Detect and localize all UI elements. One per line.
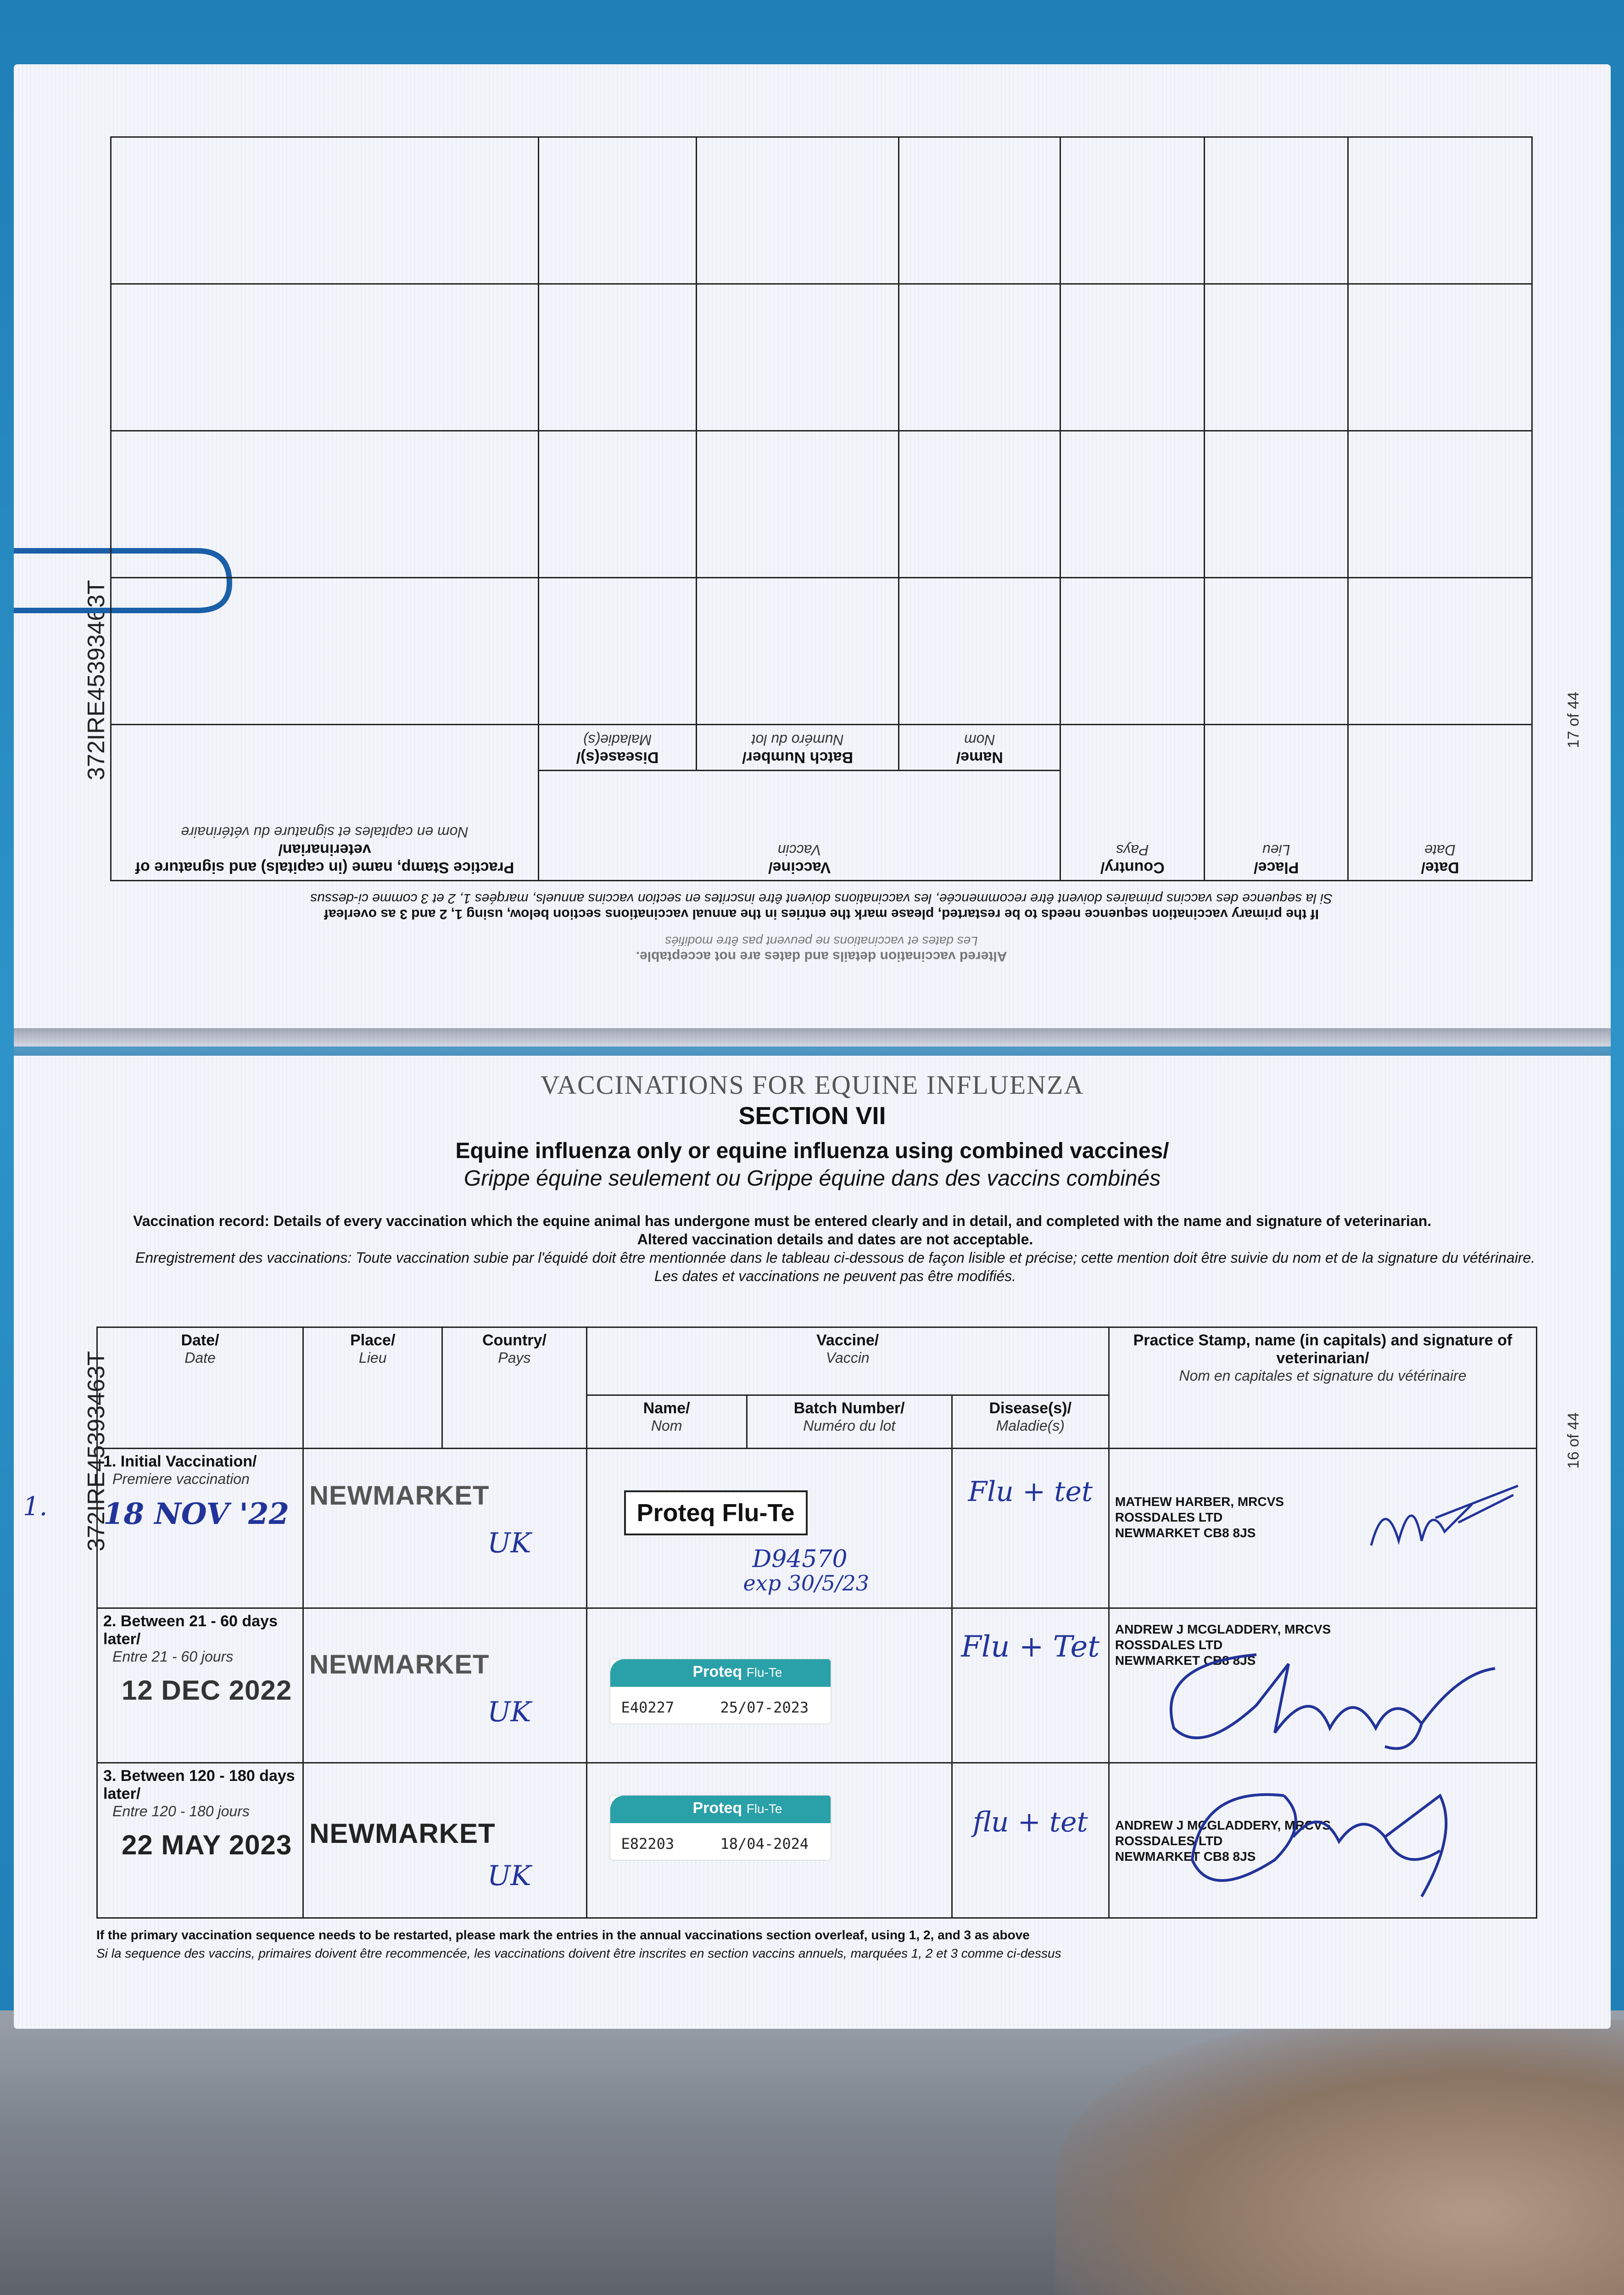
top-restart-note: If the primary vaccination sequence needs to be restarted, please mark the entries in the annual vaccinations section below, using 1, 2 and 3 as overleaf — [324, 907, 1319, 922]
top-header-place: Place/ Lieu — [1205, 725, 1348, 881]
section-title: SECTION VII — [738, 1102, 886, 1130]
row1-date: 18 NOV '22 — [103, 1496, 290, 1531]
top-vaccination-table — [110, 136, 1533, 881]
row3-signature-icon — [1146, 1768, 1495, 1906]
row1-vaccine-cell — [586, 1448, 952, 1608]
top-header-country: Country/ Pays — [1060, 725, 1205, 881]
row1-vet-name: MATHEW HARBER, MRCVS — [1115, 1494, 1284, 1509]
row3-vet-town: NEWMARKET CB8 8JS — [1115, 1849, 1256, 1864]
top-header-vaccine: Vaccine/ Vaccin — [539, 771, 1060, 881]
table-row — [111, 431, 1532, 578]
header-stamp: Practice Stamp, name (in capitals) and signature of veterinarian/ Nom en capitales et signature du vétérinaire — [1109, 1327, 1536, 1449]
table-row — [111, 284, 1532, 431]
page-17 — [14, 64, 1611, 1047]
table-row — [97, 1448, 1537, 1608]
header-date: Date/ Date — [97, 1327, 303, 1449]
row1-date-cell: 1. Initial Vaccination/ Premiere vaccination 18 NOV '22 — [97, 1448, 303, 1608]
record-instructions — [133, 1212, 1537, 1285]
row2-country: UK — [487, 1696, 531, 1728]
record-altered: Altered vaccination details and dates are not acceptable. — [637, 1231, 1033, 1248]
row3-date: 22 MAY 2023 — [122, 1830, 292, 1861]
header-disease: Disease(s)/ Maladie(s) — [952, 1395, 1109, 1448]
margin-mark: 1. — [23, 1492, 48, 1522]
row2-vaccine-sticker — [610, 1659, 831, 1724]
row1-country: UK — [487, 1527, 531, 1559]
top-header-date: Date/ Date — [1348, 725, 1532, 881]
row3-place: NEWMARKET — [309, 1818, 496, 1849]
footer-note: If the primary vaccination sequence needs to be restarted, please mark the entries in the annual vaccinations section overleaf, using 1, 2, and 3 as above — [96, 1928, 1030, 1942]
record-text: Details of every vaccination which the equine animal has undergone must be entered clearly and in detail, and completed with the name and signature of veterinarian. — [273, 1213, 1432, 1229]
page-number-16: 16 of 44 — [1565, 1412, 1582, 1469]
header-country: Country/ Pays — [442, 1327, 586, 1449]
row2-sticker-brand: Proteq — [692, 1662, 742, 1680]
header-batch: Batch Number/ Numéro du lot — [747, 1395, 952, 1448]
row2-vet-town: NEWMARKET CB8 8JS — [1115, 1653, 1256, 1668]
row2-vet-practice: ROSSDALES LTD — [1115, 1637, 1223, 1652]
top-header-batch: Batch Number/ Numéro du lot — [697, 725, 899, 771]
table-row — [111, 137, 1532, 284]
top-header-name: Name/ Nom — [899, 725, 1060, 771]
top-altered-note-fr: Les dates et vaccinations ne peuvent pas être modifiés — [665, 934, 978, 948]
row1-place-cell — [303, 1448, 586, 1608]
document-id-top: 372IRE45393463T — [83, 580, 110, 780]
section-subtitle-fr: Grippe équine seulement ou Grippe équine dans des vaccins combinés — [463, 1166, 1161, 1191]
document-id-bottom: 372IRE45393463T — [83, 1351, 110, 1551]
row1-disease: Flu + tet — [968, 1475, 1093, 1508]
row2-expiry: 25/07-2023 — [720, 1698, 809, 1716]
top-altered-note: Altered vaccination details and dates are not acceptable. — [636, 949, 1007, 964]
row3-batch: E82203 — [621, 1835, 675, 1853]
row3-vet-practice: ROSSDALES LTD — [1115, 1834, 1223, 1848]
row1-signature-icon — [1367, 1477, 1523, 1568]
record-text-fr: Enregistrement des vaccinations: Toute vaccination subie par l'équidé doit être mentionnée dans le tableau ci-dessous de façon lisible et précise; cette mention doit être suivie du nom et de la signature du vétérinaire. Les dates et vaccinations ne peuvent pas être modifiés. — [135, 1249, 1535, 1284]
row3-disease-cell — [952, 1763, 1109, 1918]
table-row — [97, 1763, 1537, 1918]
row3-date-cell: 3. Between 120 - 180 days later/ Entre 120 - 180 jours 22 MAY 2023 — [97, 1763, 303, 1918]
page-16 — [14, 1056, 1611, 2029]
page-number-17: 17 of 44 — [1565, 692, 1582, 748]
row2-date: 12 DEC 2022 — [122, 1674, 292, 1706]
row1-vet-practice: ROSSDALES LTD — [1115, 1510, 1223, 1524]
row3-stamp-cell — [1109, 1763, 1536, 1918]
table-row — [97, 1608, 1537, 1763]
section-subtitle: Equine influenza only or equine influenza using combined vaccines/ — [455, 1139, 1169, 1163]
row2-vet-name: ANDREW J MCGLADDERY, MRCVS — [1115, 1622, 1331, 1636]
primary-vaccination-table — [96, 1327, 1537, 1919]
header-name: Name/ Nom — [586, 1395, 747, 1448]
row2-disease-cell — [952, 1608, 1109, 1763]
row1-disease-cell — [952, 1448, 1109, 1608]
top-header-stamp: Practice Stamp, name (in capitals) and signature of veterinarian/ Nom en capitales et signature du vétérinaire — [111, 725, 539, 881]
row2-disease: Flu + Tet — [961, 1629, 1100, 1664]
row1-batch: D94570 — [752, 1545, 848, 1573]
row3-vaccine-cell — [586, 1763, 952, 1918]
row2-place: NEWMARKET — [309, 1649, 490, 1679]
row2-stamp-cell — [1109, 1608, 1536, 1763]
top-restart-note-fr: Si la sequence des vaccins primaires doivent être recommencée, les vaccinations doivent être inscrites en section vaccins annuels, marqées 1, 2 et 3 comme ci-dessus — [310, 891, 1333, 906]
row3-sticker-brand2: Flu-Te — [746, 1802, 782, 1816]
row3-sticker-brand: Proteq — [692, 1799, 742, 1817]
row1-vet-town: NEWMARKET CB8 8JS — [1115, 1525, 1256, 1540]
header-band: VACCINATIONS FOR EQUINE INFLUENZA — [540, 1070, 1084, 1100]
row1-place: NEWMARKET — [309, 1480, 490, 1511]
record-label: Vaccination record: — [133, 1213, 269, 1229]
row2-vaccine-cell — [586, 1608, 952, 1763]
row2-sticker-brand2: Flu-Te — [746, 1665, 782, 1679]
row2-date-cell: 2. Between 21 - 60 days later/ Entre 21 - 60 jours 12 DEC 2022 — [97, 1608, 303, 1763]
table-row — [111, 578, 1532, 725]
top-notes — [110, 890, 1533, 964]
annual-vaccinations-upside-down — [110, 147, 1533, 964]
header-place: Place/ Lieu — [303, 1327, 442, 1449]
row1-vaccine-name: Proteq Flu-Te — [624, 1490, 808, 1535]
row2-place-cell — [303, 1608, 586, 1763]
row3-place-cell — [303, 1763, 586, 1918]
row3-vet-name: ANDREW J MCGLADDERY, MRCVS — [1115, 1818, 1331, 1833]
row3-expiry: 18/04-2024 — [720, 1835, 809, 1853]
row1-batch-exp: exp 30/5/23 — [743, 1570, 870, 1595]
row3-country: UK — [487, 1860, 531, 1892]
row2-batch: E40227 — [621, 1698, 675, 1716]
row1-stamp-cell — [1109, 1448, 1536, 1608]
top-header-disease: Disease(s)/ Maladie(s) — [539, 725, 697, 771]
footer-note-fr: Si la sequence des vaccins, primaires doivent être recommencée, les vaccinations doivent être inscrites en section vaccins annuels, marquées 1, 2 et 3 comme ci-dessus — [96, 1946, 1061, 1960]
row3-disease: flu + tet — [972, 1806, 1088, 1839]
row3-vaccine-sticker — [610, 1796, 831, 1860]
header-vaccine: Vaccine/ Vaccin — [586, 1327, 1109, 1395]
row2-signature-icon — [1137, 1636, 1513, 1751]
